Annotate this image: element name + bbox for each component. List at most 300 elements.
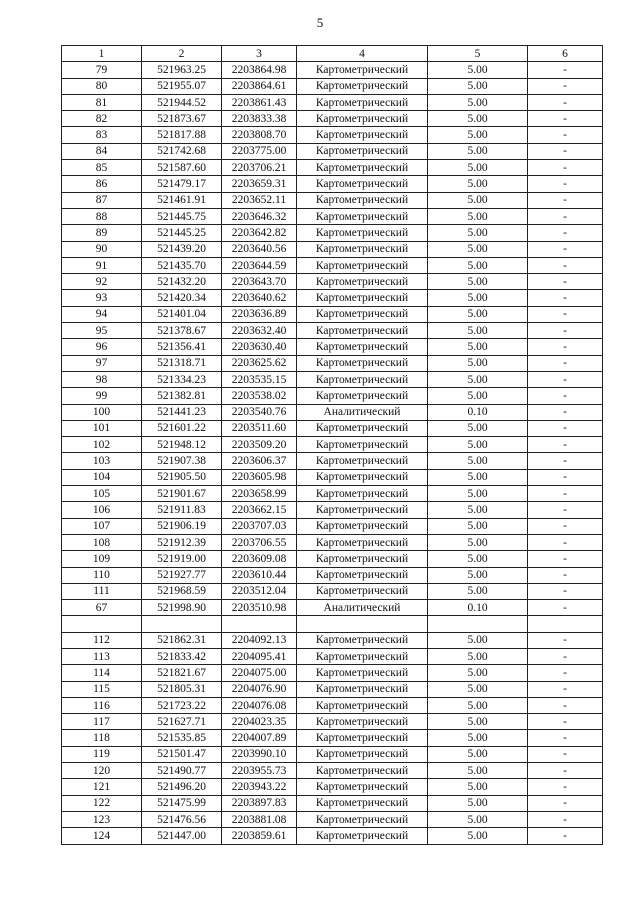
point-number-cell: 96	[62, 339, 142, 355]
y-coordinate-cell: 2204076.90	[222, 681, 297, 697]
note-cell: -	[528, 274, 603, 290]
note-cell: -	[528, 127, 603, 143]
method-cell: Картометрический	[297, 225, 428, 241]
y-coordinate-cell: 2204095.41	[222, 648, 297, 664]
note-cell: -	[528, 323, 603, 339]
y-coordinate-cell: 2203625.62	[222, 355, 297, 371]
table-row	[62, 371, 603, 387]
point-number-cell: 95	[62, 323, 142, 339]
accuracy-cell: 5.00	[428, 486, 528, 502]
y-coordinate-cell: 2203662.15	[222, 502, 297, 518]
point-number-cell: 83	[62, 127, 142, 143]
note-cell: -	[528, 763, 603, 779]
accuracy-cell: 5.00	[428, 257, 528, 273]
accuracy-cell: 5.00	[428, 274, 528, 290]
table-row	[62, 323, 603, 339]
table-row	[62, 518, 603, 534]
table-row	[62, 714, 603, 730]
accuracy-cell: 5.00	[428, 567, 528, 583]
y-coordinate-cell: 2203861.43	[222, 94, 297, 110]
note-cell: -	[528, 632, 603, 648]
method-cell: Картометрический	[297, 208, 428, 224]
point-number-cell: 91	[62, 257, 142, 273]
method-cell: Картометрический	[297, 583, 428, 599]
point-number-cell: 79	[62, 62, 142, 78]
x-coordinate-cell: 521496.20	[142, 779, 222, 795]
point-number-cell: 106	[62, 502, 142, 518]
note-cell: -	[528, 795, 603, 811]
table-row	[62, 208, 603, 224]
method-cell: Картометрический	[297, 94, 428, 110]
note-cell: -	[528, 469, 603, 485]
x-coordinate-cell: 521382.81	[142, 388, 222, 404]
note-cell: -	[528, 779, 603, 795]
y-coordinate-cell: 2203881.08	[222, 811, 297, 827]
point-number-cell: 123	[62, 811, 142, 827]
accuracy-cell: 5.00	[428, 78, 528, 94]
point-number-cell: 112	[62, 632, 142, 648]
accuracy-cell: 5.00	[428, 437, 528, 453]
method-cell: Картометрический	[297, 665, 428, 681]
y-coordinate-cell: 2203512.04	[222, 583, 297, 599]
point-number-cell: 92	[62, 274, 142, 290]
method-cell: Картометрический	[297, 257, 428, 273]
x-coordinate-cell: 521475.99	[142, 795, 222, 811]
method-cell: Картометрический	[297, 811, 428, 827]
column-header: 2	[142, 46, 222, 62]
accuracy-cell: 5.00	[428, 225, 528, 241]
column-header: 6	[528, 46, 603, 62]
point-number-cell: 111	[62, 583, 142, 599]
table-row	[62, 681, 603, 697]
point-number-cell: 108	[62, 534, 142, 550]
x-coordinate-cell: 521420.34	[142, 290, 222, 306]
point-number-cell: 85	[62, 160, 142, 176]
method-cell: Картометрический	[297, 453, 428, 469]
note-cell: -	[528, 811, 603, 827]
point-number-cell: 88	[62, 208, 142, 224]
note-cell: -	[528, 176, 603, 192]
table-row	[62, 795, 603, 811]
table-row	[62, 534, 603, 550]
method-cell: Картометрический	[297, 648, 428, 664]
y-coordinate-cell: 2203775.00	[222, 143, 297, 159]
point-number-cell: 114	[62, 665, 142, 681]
table-row	[62, 567, 603, 583]
point-number-cell: 117	[62, 714, 142, 730]
y-coordinate-cell: 2203643.70	[222, 274, 297, 290]
note-cell: -	[528, 257, 603, 273]
note-cell: -	[528, 404, 603, 420]
accuracy-cell: 5.00	[428, 502, 528, 518]
point-number-cell: 81	[62, 94, 142, 110]
method-cell: Картометрический	[297, 143, 428, 159]
y-coordinate-cell: 2203706.55	[222, 534, 297, 550]
x-coordinate-cell: 521968.59	[142, 583, 222, 599]
point-number-cell: 121	[62, 779, 142, 795]
note-cell: -	[528, 746, 603, 762]
table-row	[62, 127, 603, 143]
table-row	[62, 274, 603, 290]
note-cell: -	[528, 78, 603, 94]
y-coordinate-cell: 2203610.44	[222, 567, 297, 583]
y-coordinate-cell: 2203808.70	[222, 127, 297, 143]
table-row	[62, 616, 603, 632]
note-cell: -	[528, 143, 603, 159]
x-coordinate-cell: 521439.20	[142, 241, 222, 257]
x-coordinate-cell: 521805.31	[142, 681, 222, 697]
table-row	[62, 111, 603, 127]
accuracy-cell: 5.00	[428, 665, 528, 681]
table-row	[62, 420, 603, 436]
note-cell: -	[528, 648, 603, 664]
y-coordinate-cell: 2203652.11	[222, 192, 297, 208]
column-header: 4	[297, 46, 428, 62]
method-cell: Аналитический	[297, 404, 428, 420]
method-cell: Картометрический	[297, 437, 428, 453]
point-number-cell	[62, 616, 142, 632]
note-cell: -	[528, 534, 603, 550]
note-cell: -	[528, 583, 603, 599]
accuracy-cell: 5.00	[428, 339, 528, 355]
accuracy-cell: 5.00	[428, 323, 528, 339]
method-cell: Аналитический	[297, 600, 428, 616]
table-row	[62, 388, 603, 404]
x-coordinate-cell: 521601.22	[142, 420, 222, 436]
note-cell: -	[528, 94, 603, 110]
table-row	[62, 502, 603, 518]
column-header: 1	[62, 46, 142, 62]
accuracy-cell: 5.00	[428, 714, 528, 730]
table-row	[62, 257, 603, 273]
y-coordinate-cell: 2204023.35	[222, 714, 297, 730]
method-cell: Картометрический	[297, 779, 428, 795]
method-cell: Картометрический	[297, 746, 428, 762]
method-cell: Картометрический	[297, 192, 428, 208]
note-cell: -	[528, 551, 603, 567]
note-cell: -	[528, 600, 603, 616]
accuracy-cell: 5.00	[428, 779, 528, 795]
note-cell: -	[528, 828, 603, 844]
y-coordinate-cell: 2203707.03	[222, 518, 297, 534]
x-coordinate-cell: 521318.71	[142, 355, 222, 371]
method-cell	[297, 616, 428, 632]
column-header: 5	[428, 46, 528, 62]
method-cell: Картометрический	[297, 632, 428, 648]
note-cell: -	[528, 111, 603, 127]
y-coordinate-cell: 2203609.08	[222, 551, 297, 567]
point-number-cell: 113	[62, 648, 142, 664]
accuracy-cell: 5.00	[428, 111, 528, 127]
method-cell: Картометрический	[297, 241, 428, 257]
method-cell: Картометрический	[297, 388, 428, 404]
table-row	[62, 811, 603, 827]
method-cell: Картометрический	[297, 371, 428, 387]
accuracy-cell: 5.00	[428, 143, 528, 159]
method-cell: Картометрический	[297, 518, 428, 534]
method-cell: Картометрический	[297, 714, 428, 730]
method-cell: Картометрический	[297, 323, 428, 339]
method-cell: Картометрический	[297, 127, 428, 143]
method-cell: Картометрический	[297, 551, 428, 567]
method-cell: Картометрический	[297, 730, 428, 746]
point-number-cell: 107	[62, 518, 142, 534]
table-row	[62, 486, 603, 502]
x-coordinate-cell: 521927.77	[142, 567, 222, 583]
method-cell: Картометрический	[297, 763, 428, 779]
method-cell: Картометрический	[297, 306, 428, 322]
y-coordinate-cell: 2203605.98	[222, 469, 297, 485]
point-number-cell: 116	[62, 697, 142, 713]
accuracy-cell: 5.00	[428, 795, 528, 811]
table-row	[62, 290, 603, 306]
x-coordinate-cell: 521435.70	[142, 257, 222, 273]
method-cell: Картометрический	[297, 160, 428, 176]
table-row	[62, 62, 603, 78]
x-coordinate-cell: 521862.31	[142, 632, 222, 648]
y-coordinate-cell: 2203535.15	[222, 371, 297, 387]
point-number-cell: 86	[62, 176, 142, 192]
accuracy-cell: 5.00	[428, 290, 528, 306]
note-cell: -	[528, 339, 603, 355]
accuracy-cell: 5.00	[428, 632, 528, 648]
point-number-cell: 100	[62, 404, 142, 420]
x-coordinate-cell: 521479.17	[142, 176, 222, 192]
y-coordinate-cell: 2204075.00	[222, 665, 297, 681]
note-cell: -	[528, 192, 603, 208]
point-number-cell: 87	[62, 192, 142, 208]
x-coordinate-cell: 521919.00	[142, 551, 222, 567]
accuracy-cell: 5.00	[428, 62, 528, 78]
accuracy-cell: 5.00	[428, 127, 528, 143]
point-number-cell: 97	[62, 355, 142, 371]
y-coordinate-cell: 2203644.59	[222, 257, 297, 273]
column-header: 3	[222, 46, 297, 62]
y-coordinate-cell: 2203606.37	[222, 453, 297, 469]
note-cell: -	[528, 730, 603, 746]
method-cell: Картометрический	[297, 274, 428, 290]
x-coordinate-cell: 521401.04	[142, 306, 222, 322]
note-cell: -	[528, 665, 603, 681]
x-coordinate-cell: 521873.67	[142, 111, 222, 127]
table-header-row	[62, 46, 603, 62]
table-row	[62, 404, 603, 420]
y-coordinate-cell: 2203955.73	[222, 763, 297, 779]
coordinates-table	[61, 45, 603, 845]
table-row	[62, 225, 603, 241]
note-cell: -	[528, 697, 603, 713]
y-coordinate-cell: 2203511.60	[222, 420, 297, 436]
note-cell: -	[528, 62, 603, 78]
x-coordinate-cell: 521587.60	[142, 160, 222, 176]
note-cell: -	[528, 453, 603, 469]
table-row	[62, 763, 603, 779]
accuracy-cell: 5.00	[428, 518, 528, 534]
x-coordinate-cell: 521912.39	[142, 534, 222, 550]
y-coordinate-cell: 2203706.21	[222, 160, 297, 176]
y-coordinate-cell: 2203864.98	[222, 62, 297, 78]
note-cell: -	[528, 225, 603, 241]
table-body	[62, 62, 603, 844]
point-number-cell: 124	[62, 828, 142, 844]
accuracy-cell: 5.00	[428, 192, 528, 208]
note-cell: -	[528, 306, 603, 322]
x-coordinate-cell: 521445.75	[142, 208, 222, 224]
y-coordinate-cell: 2203636.89	[222, 306, 297, 322]
point-number-cell: 103	[62, 453, 142, 469]
method-cell: Картометрический	[297, 111, 428, 127]
point-number-cell: 89	[62, 225, 142, 241]
note-cell: -	[528, 290, 603, 306]
y-coordinate-cell: 2203658.99	[222, 486, 297, 502]
x-coordinate-cell: 521907.38	[142, 453, 222, 469]
note-cell: -	[528, 518, 603, 534]
note-cell: -	[528, 160, 603, 176]
y-coordinate-cell: 2203632.40	[222, 323, 297, 339]
y-coordinate-cell: 2204007.89	[222, 730, 297, 746]
accuracy-cell: 5.00	[428, 208, 528, 224]
x-coordinate-cell: 521627.71	[142, 714, 222, 730]
x-coordinate-cell: 521476.56	[142, 811, 222, 827]
accuracy-cell: 5.00	[428, 648, 528, 664]
note-cell: -	[528, 681, 603, 697]
table-row	[62, 648, 603, 664]
y-coordinate-cell: 2203510.98	[222, 600, 297, 616]
x-coordinate-cell	[142, 616, 222, 632]
x-coordinate-cell: 521817.88	[142, 127, 222, 143]
table-row	[62, 78, 603, 94]
x-coordinate-cell: 521432.20	[142, 274, 222, 290]
y-coordinate-cell: 2203509.20	[222, 437, 297, 453]
accuracy-cell: 5.00	[428, 730, 528, 746]
table-row	[62, 551, 603, 567]
point-number-cell: 98	[62, 371, 142, 387]
y-coordinate-cell: 2203630.40	[222, 339, 297, 355]
accuracy-cell: 5.00	[428, 469, 528, 485]
accuracy-cell: 5.00	[428, 371, 528, 387]
method-cell: Картометрический	[297, 502, 428, 518]
y-coordinate-cell: 2203538.02	[222, 388, 297, 404]
y-coordinate-cell: 2203642.82	[222, 225, 297, 241]
y-coordinate-cell	[222, 616, 297, 632]
table-row	[62, 192, 603, 208]
table-row	[62, 160, 603, 176]
x-coordinate-cell: 521998.90	[142, 600, 222, 616]
x-coordinate-cell: 521447.00	[142, 828, 222, 844]
y-coordinate-cell: 2203864.61	[222, 78, 297, 94]
note-cell: -	[528, 486, 603, 502]
y-coordinate-cell: 2203540.76	[222, 404, 297, 420]
method-cell: Картометрический	[297, 795, 428, 811]
accuracy-cell: 5.00	[428, 697, 528, 713]
point-number-cell: 102	[62, 437, 142, 453]
accuracy-cell	[428, 616, 528, 632]
y-coordinate-cell: 2204092.13	[222, 632, 297, 648]
table-row	[62, 355, 603, 371]
y-coordinate-cell: 2203990.10	[222, 746, 297, 762]
method-cell: Картометрический	[297, 534, 428, 550]
y-coordinate-cell: 2203640.62	[222, 290, 297, 306]
x-coordinate-cell: 521833.42	[142, 648, 222, 664]
accuracy-cell: 5.00	[428, 534, 528, 550]
x-coordinate-cell: 521445.25	[142, 225, 222, 241]
note-cell	[528, 616, 603, 632]
x-coordinate-cell: 521461.91	[142, 192, 222, 208]
table-row	[62, 746, 603, 762]
point-number-cell: 82	[62, 111, 142, 127]
accuracy-cell: 5.00	[428, 746, 528, 762]
note-cell: -	[528, 371, 603, 387]
table-row	[62, 94, 603, 110]
note-cell: -	[528, 355, 603, 371]
table-row	[62, 437, 603, 453]
point-number-cell: 99	[62, 388, 142, 404]
table-row	[62, 779, 603, 795]
accuracy-cell: 5.00	[428, 160, 528, 176]
method-cell: Картометрический	[297, 828, 428, 844]
method-cell: Картометрический	[297, 697, 428, 713]
accuracy-cell: 5.00	[428, 420, 528, 436]
point-number-cell: 109	[62, 551, 142, 567]
y-coordinate-cell: 2203897.83	[222, 795, 297, 811]
table-row	[62, 730, 603, 746]
x-coordinate-cell: 521948.12	[142, 437, 222, 453]
accuracy-cell: 5.00	[428, 355, 528, 371]
method-cell: Картометрический	[297, 339, 428, 355]
table-row	[62, 600, 603, 616]
table-row	[62, 176, 603, 192]
x-coordinate-cell: 521963.25	[142, 62, 222, 78]
x-coordinate-cell: 521944.52	[142, 94, 222, 110]
accuracy-cell: 5.00	[428, 94, 528, 110]
accuracy-cell: 5.00	[428, 763, 528, 779]
point-number-cell: 104	[62, 469, 142, 485]
accuracy-cell: 5.00	[428, 811, 528, 827]
accuracy-cell: 5.00	[428, 176, 528, 192]
accuracy-cell: 5.00	[428, 551, 528, 567]
note-cell: -	[528, 437, 603, 453]
note-cell: -	[528, 420, 603, 436]
method-cell: Картометрический	[297, 176, 428, 192]
point-number-cell: 80	[62, 78, 142, 94]
x-coordinate-cell: 521535.85	[142, 730, 222, 746]
method-cell: Картометрический	[297, 78, 428, 94]
point-number-cell: 84	[62, 143, 142, 159]
table-row	[62, 665, 603, 681]
method-cell: Картометрический	[297, 62, 428, 78]
method-cell: Картометрический	[297, 681, 428, 697]
point-number-cell: 67	[62, 600, 142, 616]
note-cell: -	[528, 567, 603, 583]
method-cell: Картометрический	[297, 469, 428, 485]
accuracy-cell: 0.10	[428, 404, 528, 420]
y-coordinate-cell: 2203833.38	[222, 111, 297, 127]
x-coordinate-cell: 521901.67	[142, 486, 222, 502]
method-cell: Картометрический	[297, 567, 428, 583]
point-number-cell: 118	[62, 730, 142, 746]
y-coordinate-cell: 2203859.61	[222, 828, 297, 844]
accuracy-cell: 5.00	[428, 241, 528, 257]
point-number-cell: 93	[62, 290, 142, 306]
point-number-cell: 90	[62, 241, 142, 257]
note-cell: -	[528, 241, 603, 257]
point-number-cell: 110	[62, 567, 142, 583]
table-row	[62, 306, 603, 322]
method-cell: Картометрический	[297, 355, 428, 371]
x-coordinate-cell: 521905.50	[142, 469, 222, 485]
x-coordinate-cell: 521490.77	[142, 763, 222, 779]
point-number-cell: 122	[62, 795, 142, 811]
